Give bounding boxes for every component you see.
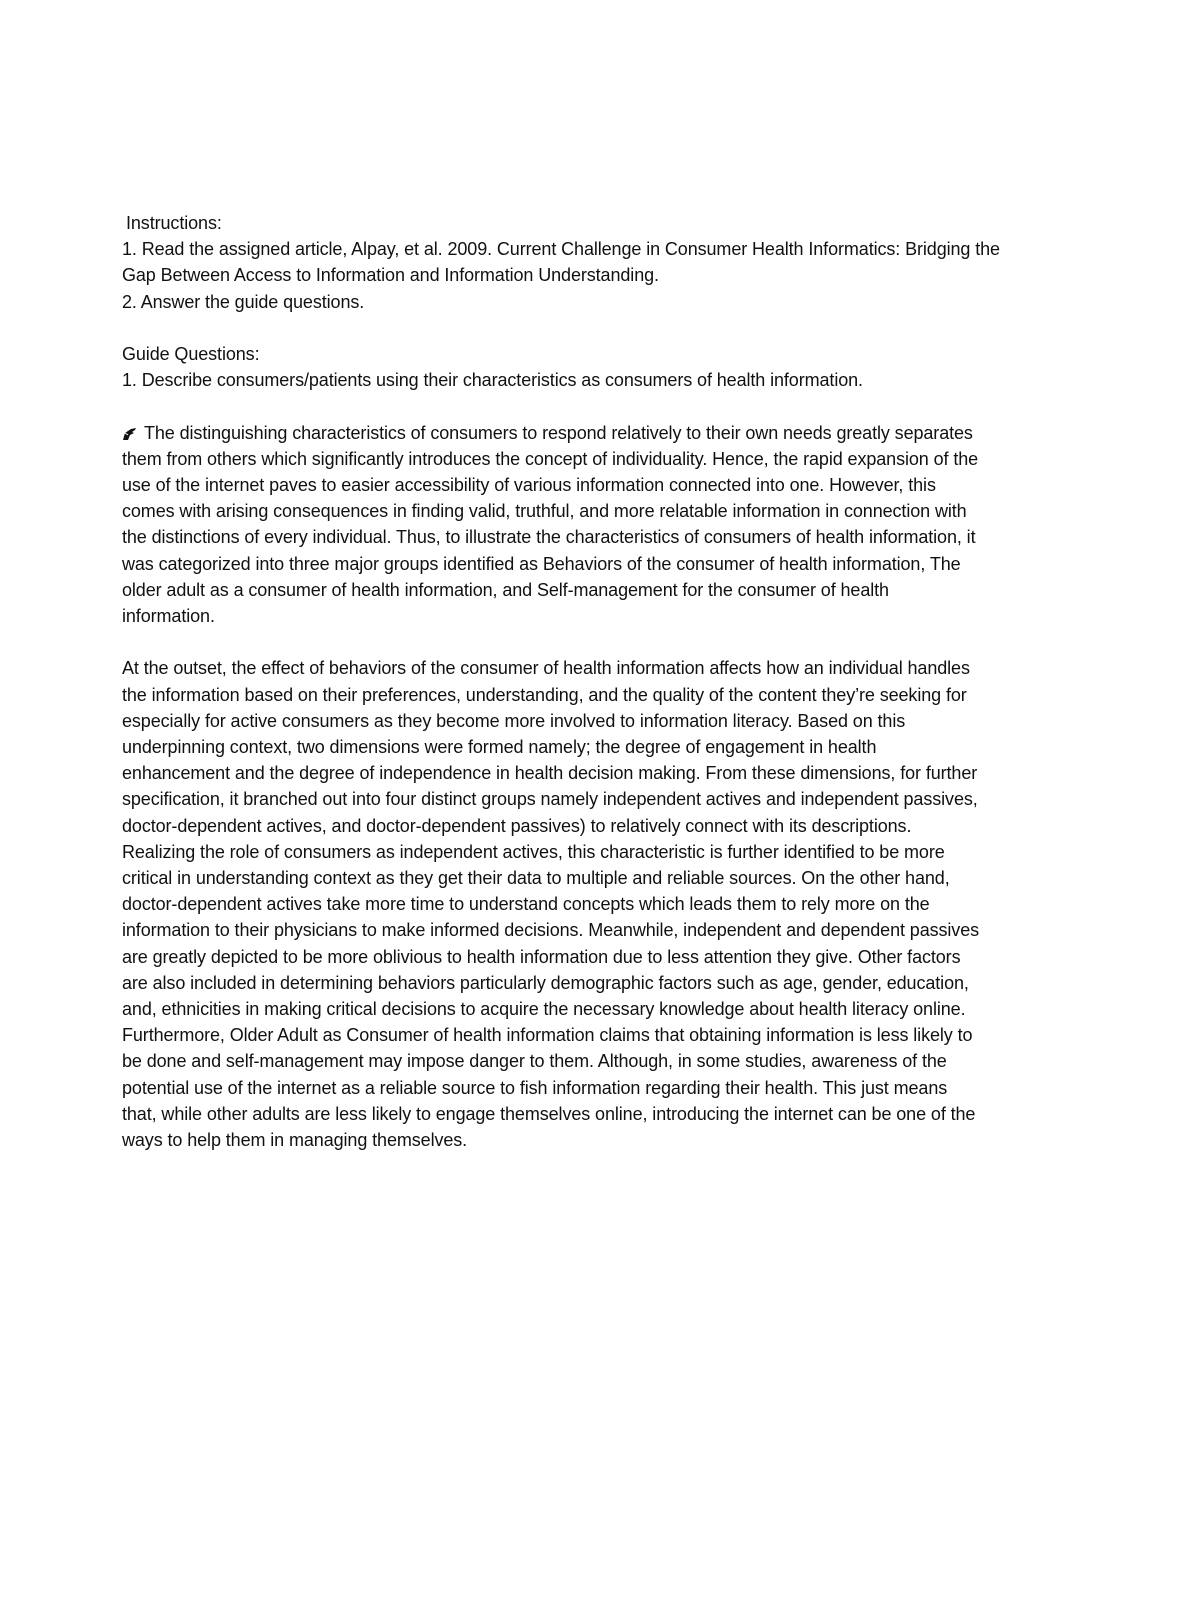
spacer xyxy=(122,629,1082,655)
spacer xyxy=(122,315,1082,341)
answer-p2-line: are also included in determining behaviors particularly demographic factors such as age, gender, education, xyxy=(122,972,969,993)
answer-p2-line: Realizing the role of consumers as independent actives, this characteristic is further identified to be more xyxy=(122,841,945,862)
answer-p2-line: critical in understanding context as they get their data to multiple and reliable sources. On the other hand, xyxy=(122,868,950,889)
instruction-item-2: 2. Answer the guide questions. xyxy=(122,291,365,312)
answer-p2-line: underpinning context, two dimensions were formed namely; the degree of engagement in health xyxy=(122,737,877,758)
answer-p1-line: use of the internet paves to easier accessibility of various information connected into one. However, this xyxy=(122,475,936,495)
answer-p2-line: potential use of the internet as a reliable source to fish information regarding their health. This just means xyxy=(122,1077,948,1098)
instruction-item-1-line-2: Gap Between Access to Information and Information Understanding. xyxy=(122,265,659,286)
guide-question-1: 1. Describe consumers/patients using their characteristics as consumers of health information. xyxy=(122,370,863,391)
spacer xyxy=(122,393,1082,419)
answer-paragraph-1 xyxy=(122,420,1082,630)
answer-p2-line: especially for active consumers as they become more involved to information literacy. Based on this xyxy=(122,710,906,731)
answer-p2-line: doctor-dependent actives take more time to understand concepts which leads them to rely more on the xyxy=(122,894,930,915)
answer-p1-text: The distinguishing characteristics of consumers to respond relatively to their own needs greatly separates xyxy=(144,422,973,443)
answer-p2-line: doctor-dependent actives, and doctor-dependent passives) to relatively connect with its descriptions. xyxy=(122,815,912,836)
answer-p2-line: specification, it branched out into four distinct groups namely independent actives and independent passives, xyxy=(122,789,978,810)
answer-p1-line: information. xyxy=(122,606,215,627)
instruction-item-1-line-1: 1. Read the assigned article, Alpay, et al. 2009. Current Challenge in Consumer Health Informatics: Bridging the xyxy=(122,239,1000,260)
answer-p1-line: was categorized into three major groups identified as Behaviors of the consumer of health information, The xyxy=(122,553,961,574)
answer-p1-line: comes with arising consequences in finding valid, truthful, and more relatable information in connection with xyxy=(122,501,967,522)
answer-p2-line: Furthermore, Older Adult as Consumer of health information claims that obtaining information is less likely to xyxy=(122,1025,973,1046)
writing-hand-icon xyxy=(122,427,144,441)
answer-p2-line: enhancement and the degree of independence in health decision making. From these dimensions, for further xyxy=(122,763,978,784)
instructions-heading: Instructions: xyxy=(126,213,222,233)
answer-paragraph-2 xyxy=(122,655,1082,1153)
answer-p1-line: the distinctions of every individual. Thus, to illustrate the characteristics of consumers of health information, it xyxy=(122,527,976,548)
answer-p2-line: be done and self-management may impose danger to them. Although, in some studies, awareness of the xyxy=(122,1051,947,1072)
answer-p2-line: are greatly depicted to be more oblivious to health information due to less attention they give. Other factors xyxy=(122,946,961,967)
answer-p1-line xyxy=(122,420,1082,446)
answer-p1-line: older adult as a consumer of health information, and Self-management for the consumer of health xyxy=(122,579,889,600)
answer-p2-line: information to their physicians to make informed decisions. Meanwhile, independent and dependent passives xyxy=(122,920,980,941)
answer-p1-line: them from others which significantly introduces the concept of individuality. Hence, the rapid expansion of the xyxy=(122,448,979,469)
answer-p2-line: At the outset, the effect of behaviors of the consumer of health information affects how an individual handles xyxy=(122,658,970,679)
answer-p2-line: and, ethnicities in making critical decisions to acquire the necessary knowledge about health literacy online. xyxy=(122,999,966,1020)
answer-p2-line: that, while other adults are less likely to engage themselves online, introducing the internet can be one of the xyxy=(122,1103,976,1124)
answer-p2-line: the information based on their preferences, understanding, and the quality of the content they’re seeking for xyxy=(122,684,967,705)
document-body xyxy=(122,210,1082,1153)
answer-p2-line: ways to help them in managing themselves. xyxy=(122,1130,468,1151)
guide-questions-heading: Guide Questions: xyxy=(122,344,260,364)
